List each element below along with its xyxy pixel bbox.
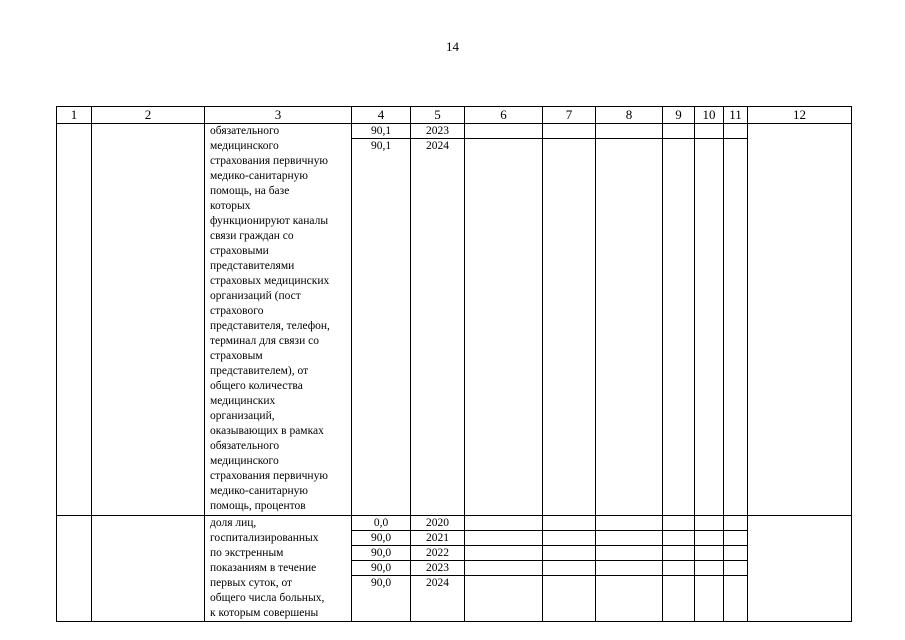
value-cell: 90,0	[352, 531, 410, 546]
description-line: страховым	[210, 350, 263, 362]
cell-col-2	[92, 516, 205, 622]
description-line: первых суток, от	[210, 577, 293, 589]
column-header: 10	[695, 107, 724, 124]
column-header: 2	[92, 107, 205, 124]
year-cell: 2024	[426, 140, 449, 152]
year-column	[411, 516, 465, 622]
column-header: 7	[543, 107, 596, 124]
value-column	[352, 516, 411, 622]
table-row-indicator-2	[57, 516, 852, 622]
cell-col-9	[663, 516, 695, 622]
table-row-indicator-1	[57, 124, 852, 516]
value-cell: 90,0	[352, 546, 410, 561]
column-header: 4	[352, 107, 411, 124]
column-header: 3	[205, 107, 352, 124]
year-cell: 2022	[411, 546, 464, 561]
description-line: страхования первичную	[210, 470, 328, 482]
indicator-description	[205, 124, 352, 516]
description-line: терминал для связи со	[210, 335, 319, 347]
cell-col-8	[596, 124, 663, 516]
year-cell: 2021	[411, 531, 464, 546]
year-cell: 2020	[411, 516, 464, 531]
year-cell: 2023	[411, 124, 464, 139]
description-line: представителем), от	[210, 365, 309, 377]
cell-col-11	[724, 124, 748, 516]
value-cell: 90,1	[352, 124, 410, 139]
description-line: организаций (пост	[210, 290, 301, 302]
description-line: медико-санитарную	[210, 485, 308, 497]
cell-col-8	[596, 516, 663, 622]
description-line: функционируют каналы	[210, 215, 329, 227]
indicator-table	[56, 106, 852, 622]
cell-col-11	[724, 516, 748, 622]
description-line: которых	[210, 200, 251, 212]
value-cell: 0,0	[352, 516, 410, 531]
cell-col-12	[748, 124, 852, 516]
cell-col-10	[695, 124, 724, 516]
cell-col-6	[465, 124, 543, 516]
description-line: доля лиц,	[210, 517, 257, 529]
description-line: организаций,	[210, 410, 275, 422]
description-line: страховых медицинских	[210, 275, 330, 287]
column-header: 12	[748, 107, 852, 124]
description-line: помощь, на базе	[210, 185, 290, 197]
cell-col-6	[465, 516, 543, 622]
description-line: к которым совершены	[210, 607, 319, 619]
description-line: медико-санитарную	[210, 170, 308, 182]
value-cell: 90,1	[370, 140, 392, 152]
column-header: 9	[663, 107, 695, 124]
description-line: общего количества	[210, 380, 303, 392]
column-number-row	[57, 107, 852, 124]
column-header: 8	[596, 107, 663, 124]
value-cell: 90,0	[370, 577, 392, 589]
page-number: 14	[446, 39, 459, 54]
description-line: госпитализированных	[210, 532, 319, 544]
column-header: 5	[411, 107, 465, 124]
description-line: обязательного	[210, 440, 280, 452]
description-line: общего числа больных,	[210, 592, 325, 604]
cell-col-12	[748, 516, 852, 622]
description-line: представителями	[210, 260, 295, 272]
description-line: страхового	[210, 305, 264, 317]
cell-col-1	[57, 516, 92, 622]
description-line: медицинских	[210, 395, 276, 407]
column-header: 1	[57, 107, 92, 124]
indicator-description	[205, 516, 352, 622]
description-line: медицинского	[210, 140, 279, 152]
cell-col-7	[543, 516, 596, 622]
description-line: связи граждан со	[210, 230, 294, 242]
column-header: 11	[724, 107, 748, 124]
year-cell: 2023	[411, 561, 464, 576]
description-line: оказывающих в рамках	[210, 425, 324, 437]
cell-col-10	[695, 516, 724, 622]
description-line: показаниям в течение	[210, 562, 317, 574]
description-line: медицинского	[210, 455, 279, 467]
description-line: страховыми	[210, 245, 269, 257]
description-line: страхования первичную	[210, 155, 328, 167]
description-line: обязательного	[210, 125, 280, 137]
value-cell: 90,0	[352, 561, 410, 576]
column-header: 6	[465, 107, 543, 124]
cell-col-2	[92, 124, 205, 516]
year-cell: 2024	[426, 577, 449, 589]
description-line: представителя, телефон,	[210, 320, 330, 332]
description-line: по экстренным	[210, 547, 284, 559]
description-line: помощь, процентов	[210, 500, 306, 512]
cell-col-1	[57, 124, 92, 516]
cell-col-9	[663, 124, 695, 516]
year-column	[411, 124, 465, 516]
cell-col-7	[543, 124, 596, 516]
value-column	[352, 124, 411, 516]
